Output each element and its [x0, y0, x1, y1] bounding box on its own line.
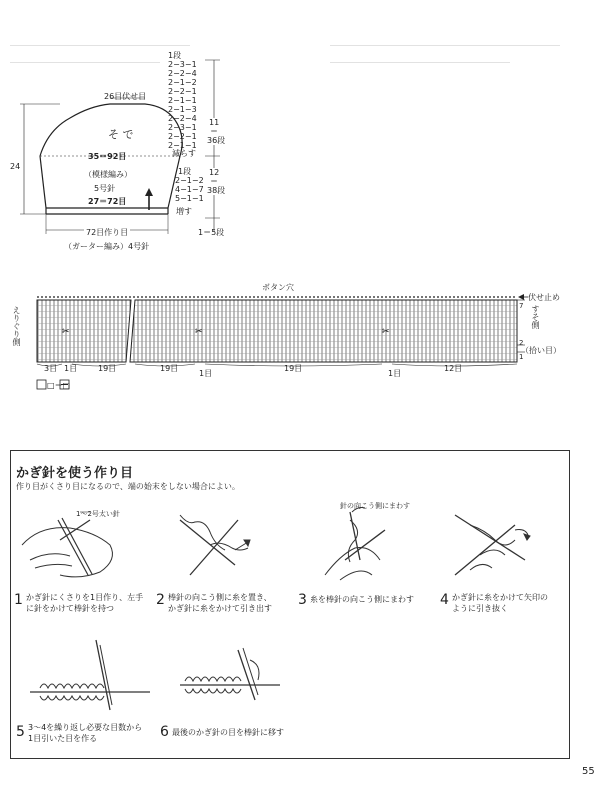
- increase-step: 4−1−7: [175, 185, 204, 194]
- step-number: 2: [156, 592, 165, 608]
- decrease-step: 減らす: [172, 149, 196, 158]
- band-segment: 12目: [444, 364, 463, 373]
- section-title: かぎ針を使う作り目: [16, 466, 134, 481]
- step-number: 4: [440, 592, 449, 608]
- step-text: かぎ針に糸をかけて矢印の: [452, 593, 548, 602]
- illustration-step-3: [325, 508, 385, 581]
- pattern-note: （模様編み）: [84, 170, 132, 179]
- legend-eq: □＝□: [47, 381, 71, 390]
- decrease-step: 2−1−2: [168, 78, 197, 87]
- decrease-step: 1段: [168, 51, 182, 60]
- illustration-step-5: [30, 640, 150, 710]
- page-number: 55: [582, 766, 595, 777]
- increase-step: 増す: [176, 207, 192, 216]
- width-27-label: 27＝72目: [88, 197, 127, 206]
- cast-on-label: 72目作り目: [86, 228, 129, 237]
- buttonhole-mark: ✂: [62, 327, 70, 337]
- seg2-rows: 38段: [207, 186, 226, 195]
- increase-step: 1段: [178, 167, 192, 176]
- step-text: 棒針の向こう側に糸を置き、: [168, 593, 272, 602]
- band-segment: 1目: [388, 369, 402, 378]
- step-number: 1: [14, 592, 23, 608]
- band-hem-side: すそ側: [531, 305, 540, 329]
- step-text: 糸を棒針の向こう側にまわす: [310, 595, 414, 604]
- seg1-cm: 11: [209, 118, 220, 127]
- band-segment: 3目: [44, 364, 58, 373]
- decrease-step: 2−1−3: [168, 105, 197, 114]
- needle-5-label: 5号針: [94, 184, 116, 193]
- band-pickup: （拾い目）: [521, 346, 561, 355]
- band-segment: 1目: [64, 364, 78, 373]
- seg2-eq: ＝: [210, 177, 218, 186]
- step-text: かぎ針にくさりを1目作り、左手: [26, 593, 144, 602]
- step-text: 最後のかぎ針の目を棒針に移す: [172, 728, 284, 737]
- band-segment: 19目: [284, 364, 303, 373]
- seg1-rows: 36段: [207, 136, 226, 145]
- seg1-eq: ＝: [210, 127, 218, 136]
- row-1: 1: [519, 353, 524, 361]
- decrease-step: 2−2−4: [168, 69, 197, 78]
- step-text: 3～4を繰り返し必要な目数から: [28, 723, 143, 732]
- garter-note: （ガーター編み）4号針: [64, 242, 150, 251]
- yarn-note: 針の向こう側にまわす: [340, 502, 410, 510]
- step-number: 6: [160, 724, 169, 740]
- step-number: 5: [16, 724, 25, 740]
- step-number: 3: [298, 592, 307, 608]
- band-left-side: えりぐり側: [12, 306, 21, 346]
- seg2-cm: 12: [209, 168, 220, 177]
- seg3-label: 1＝5段: [198, 228, 225, 237]
- step-text: 1目引いた目を作る: [28, 734, 98, 743]
- illustration-step-4: [455, 515, 530, 575]
- decrease-step: 2−1−1: [168, 96, 197, 105]
- sleeve-height: 24: [10, 162, 21, 171]
- decrease-step: 2−2−4: [168, 114, 197, 123]
- buttonhole-label: ボタン穴: [262, 283, 294, 292]
- illustration-step-6: [180, 648, 280, 700]
- band-bindoff-label: 伏せ止め: [528, 293, 560, 302]
- illustration-step-2: [180, 515, 250, 575]
- illustration-step-1: [22, 512, 112, 577]
- step-text: かぎ針に糸をかけて引き出す: [168, 604, 272, 613]
- sleeve-name: そ で: [108, 128, 134, 141]
- decrease-step: 2−2−1: [168, 87, 197, 96]
- decrease-step: 2−2−1: [168, 132, 197, 141]
- decrease-step: 2−3−1: [168, 60, 197, 69]
- step-text: に針をかけて棒針を持つ: [26, 604, 114, 613]
- section-subtitle: 作り目がくさり目になるので、端の始末をしない場合によい。: [16, 482, 240, 491]
- buttonhole-mark: ✂: [195, 327, 203, 337]
- decrease-step: 2−3−1: [168, 123, 197, 132]
- width-35-label: 35＝92目: [88, 152, 127, 161]
- band-segment: 19目: [98, 364, 117, 373]
- decrease-step: 2−1−1: [168, 141, 197, 150]
- band-segment: 1目: [199, 369, 213, 378]
- hook-note: 1～2号太い針: [76, 510, 120, 518]
- band-segment: 19目: [160, 364, 179, 373]
- step-text: ように引き抜く: [452, 604, 508, 613]
- buttonhole-mark: ✂: [382, 327, 390, 337]
- top-bindoff-label: 26目伏せ目: [104, 92, 147, 101]
- row-7: 7: [519, 302, 524, 310]
- increase-step: 2−1−2: [175, 176, 204, 185]
- row-2: 2: [519, 339, 524, 347]
- increase-step: 5−1−1: [175, 194, 204, 203]
